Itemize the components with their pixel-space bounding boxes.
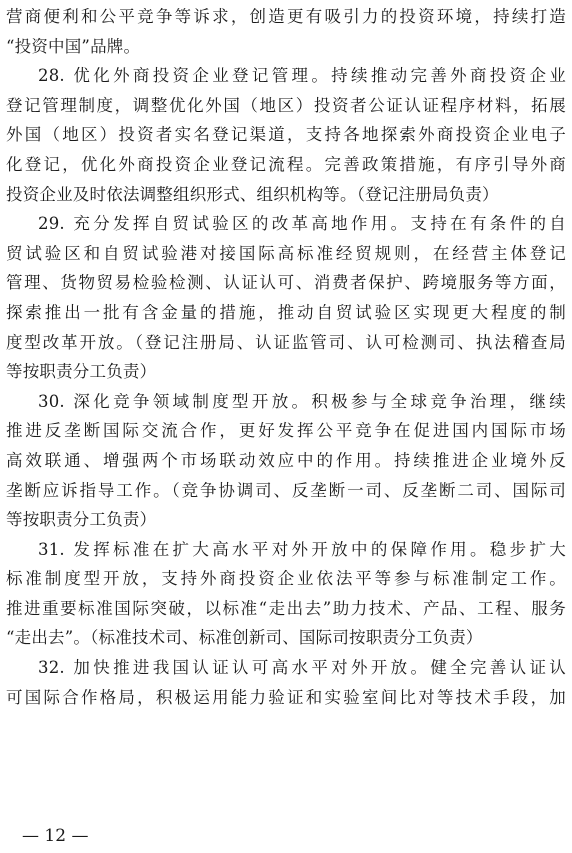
text-line: 32. 加快推进我国认证认可高水平对外开放。健全完善认证认: [38, 658, 566, 678]
paragraph-item-32: [6, 653, 566, 712]
text-line: 管理、货物贸易检验检测、认证认可、消费者保护、跨境服务等方面，: [6, 273, 566, 293]
page-number: — 12 —: [22, 826, 89, 846]
text-line: 30. 深化竞争领域制度型开放。积极参与全球竞争治理，继续: [38, 391, 566, 411]
text-line: 贸试验区和自贸试验港对接国际高标准经贸规则，在经营主体登记: [6, 243, 566, 263]
text-line: 等按职责分工负责）: [6, 510, 157, 530]
text-line: 29. 充分发挥自贸试验区的改革高地作用。支持在有条件的自: [38, 214, 566, 234]
document-page: [6, 2, 566, 712]
text-line: 垄断应诉指导工作。（竞争协调司、反垄断一司、反垄断二司、国际司: [6, 480, 566, 500]
paragraph-item-28: [6, 61, 566, 209]
text-line: “走出去”。（标准技术司、标准创新司、国际司按职责分工负责）: [6, 628, 483, 648]
text-line: 等按职责分工负责）: [6, 362, 157, 382]
text-line: 推进重要标准国际突破，以标准“走出去”助力技术、产品、工程、服务: [6, 598, 566, 618]
text-line: 探索推出一批有含金量的措施，推动自贸试验区实现更大程度的制: [6, 302, 566, 322]
text-line: 31. 发挥标准在扩大高水平对外开放中的保障作用。稳步扩大: [38, 539, 566, 559]
text-line: 标准制度型开放，支持外商投资企业依法平等参与标准制定工作。: [6, 569, 566, 589]
text-line: 推进反垄断国际交流合作，更好发挥公平竞争在促进国内国际市场: [6, 421, 566, 441]
text-line: 可国际合作格局，积极运用能力验证和实验室间比对等技术手段，加: [6, 687, 566, 707]
paragraph-item-29: [6, 209, 566, 387]
paragraph-item-31: [6, 535, 566, 653]
paragraph-continuation: [6, 2, 566, 61]
text-line: 营商便利和公平竞争等诉求，创造更有吸引力的投资环境，持续打造: [6, 7, 566, 26]
text-line: 投资企业及时依法调整组织形式、组织机构等。（登记注册局负责）: [6, 184, 499, 204]
text-line: 化登记，优化外商投资企业登记流程。完善政策措施，有序引导外商: [6, 154, 566, 174]
text-line: “投资中国”品牌。: [6, 36, 141, 56]
paragraph-item-30: [6, 387, 566, 535]
text-line: 高效联通、增强两个市场联动效应中的作用。持续推进企业境外反: [6, 450, 566, 470]
text-line: 28. 优化外商投资企业登记管理。持续推动完善外商投资企业: [38, 66, 566, 86]
text-line: 度型改革开放。（登记注册局、认证监管司、认可检测司、执法稽查局: [6, 332, 566, 352]
text-line: 登记管理制度，调整优化外国（地区）投资者公证认证程序材料，拓展: [6, 95, 566, 115]
text-line: 外国（地区）投资者实名登记渠道，支持各地探索外商投资企业电子: [6, 125, 566, 145]
